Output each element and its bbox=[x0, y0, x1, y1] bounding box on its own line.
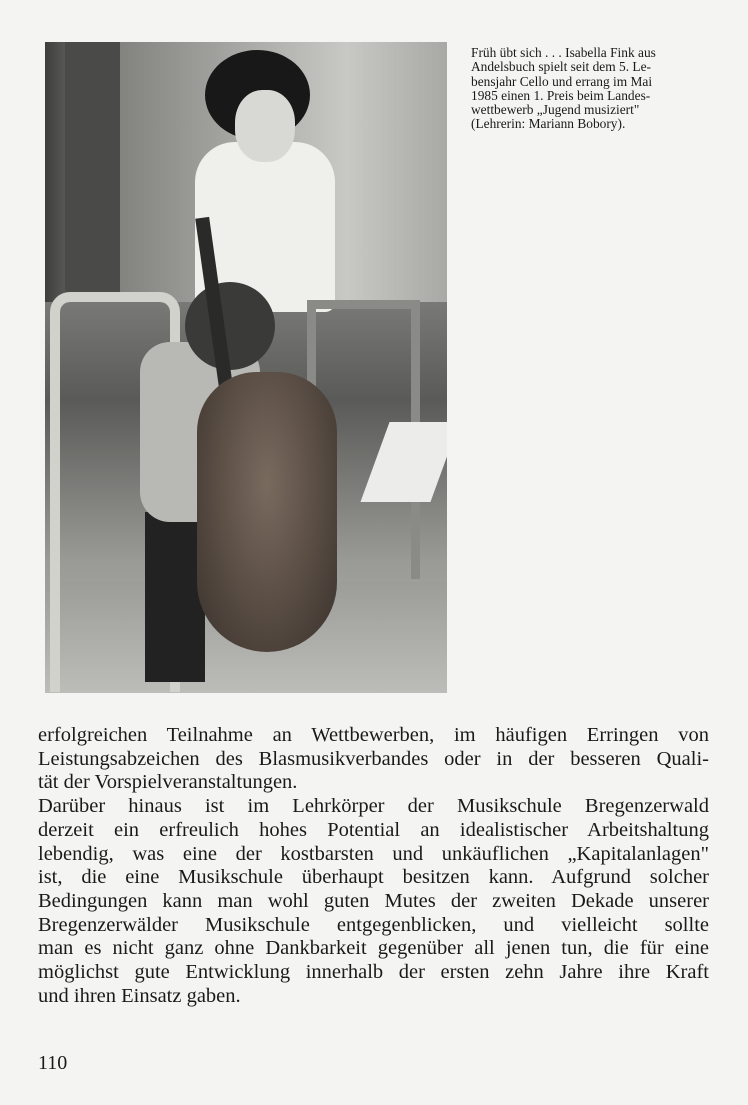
caption-line: Andelsbuch spielt seit dem 5. Le- bbox=[471, 59, 651, 75]
text-line: Bedingungen kann man wohl guten Mutes der zweiten Dekade unserer bbox=[38, 889, 709, 912]
page-number: 110 bbox=[38, 1052, 68, 1074]
text-line: Leistungsabzeichen des Blasmusikverbandes oder in der besseren Quali- bbox=[38, 747, 709, 770]
text-line: Darüber hinaus ist im Lehrkörper der Musikschule Bregenzerwald bbox=[38, 795, 709, 818]
photo-caption bbox=[471, 46, 748, 132]
body-text bbox=[38, 724, 709, 1008]
photo-cello-players bbox=[45, 42, 447, 693]
caption-line: bensjahr Cello und errang im Mai bbox=[471, 73, 653, 89]
photo-boy-head bbox=[185, 282, 275, 370]
text-line: man es nicht ganz ohne Dankbarkeit gegenüber all jenen tun, die für eine bbox=[38, 937, 709, 960]
photo-girl-face bbox=[235, 90, 295, 162]
text-line: tät der Vorspielveranstaltungen. bbox=[38, 771, 298, 794]
caption-line: wettbewerb „Jugend musiziert" bbox=[471, 102, 640, 118]
caption-line: 1985 einen 1. Preis beim Landes- bbox=[471, 87, 651, 103]
text-line: Bregenzerwälder Musikschule entgegenblicken, und vielleicht sollte bbox=[38, 913, 709, 936]
text-line: derzeit ein erfreulich hohes Potential an idealistischer Arbeitshaltung bbox=[38, 818, 709, 841]
text-line: lebendig, was eine der kostbarsten und unkäuflichen „Kapitalanlagen" bbox=[38, 842, 709, 865]
photo-cello bbox=[197, 372, 337, 652]
text-line: und ihren Einsatz gaben. bbox=[38, 984, 241, 1007]
caption-line: Früh übt sich . . . Isabella Fink aus bbox=[471, 45, 656, 60]
photo-boy-legs bbox=[145, 512, 205, 682]
text-line: erfolgreichen Teilnahme an Wettbewerben, im häufigen Erringen von bbox=[38, 724, 709, 746]
photo-post bbox=[65, 42, 120, 302]
caption-line: (Lehrerin: Mariann Bobory). bbox=[471, 116, 626, 132]
text-line: ist, die eine Musikschule überhaupt besitzen kann. Aufgrund solcher bbox=[38, 866, 709, 889]
text-line: möglichst gute Entwicklung innerhalb der ersten zehn Jahre ihre Kraft bbox=[38, 961, 709, 984]
